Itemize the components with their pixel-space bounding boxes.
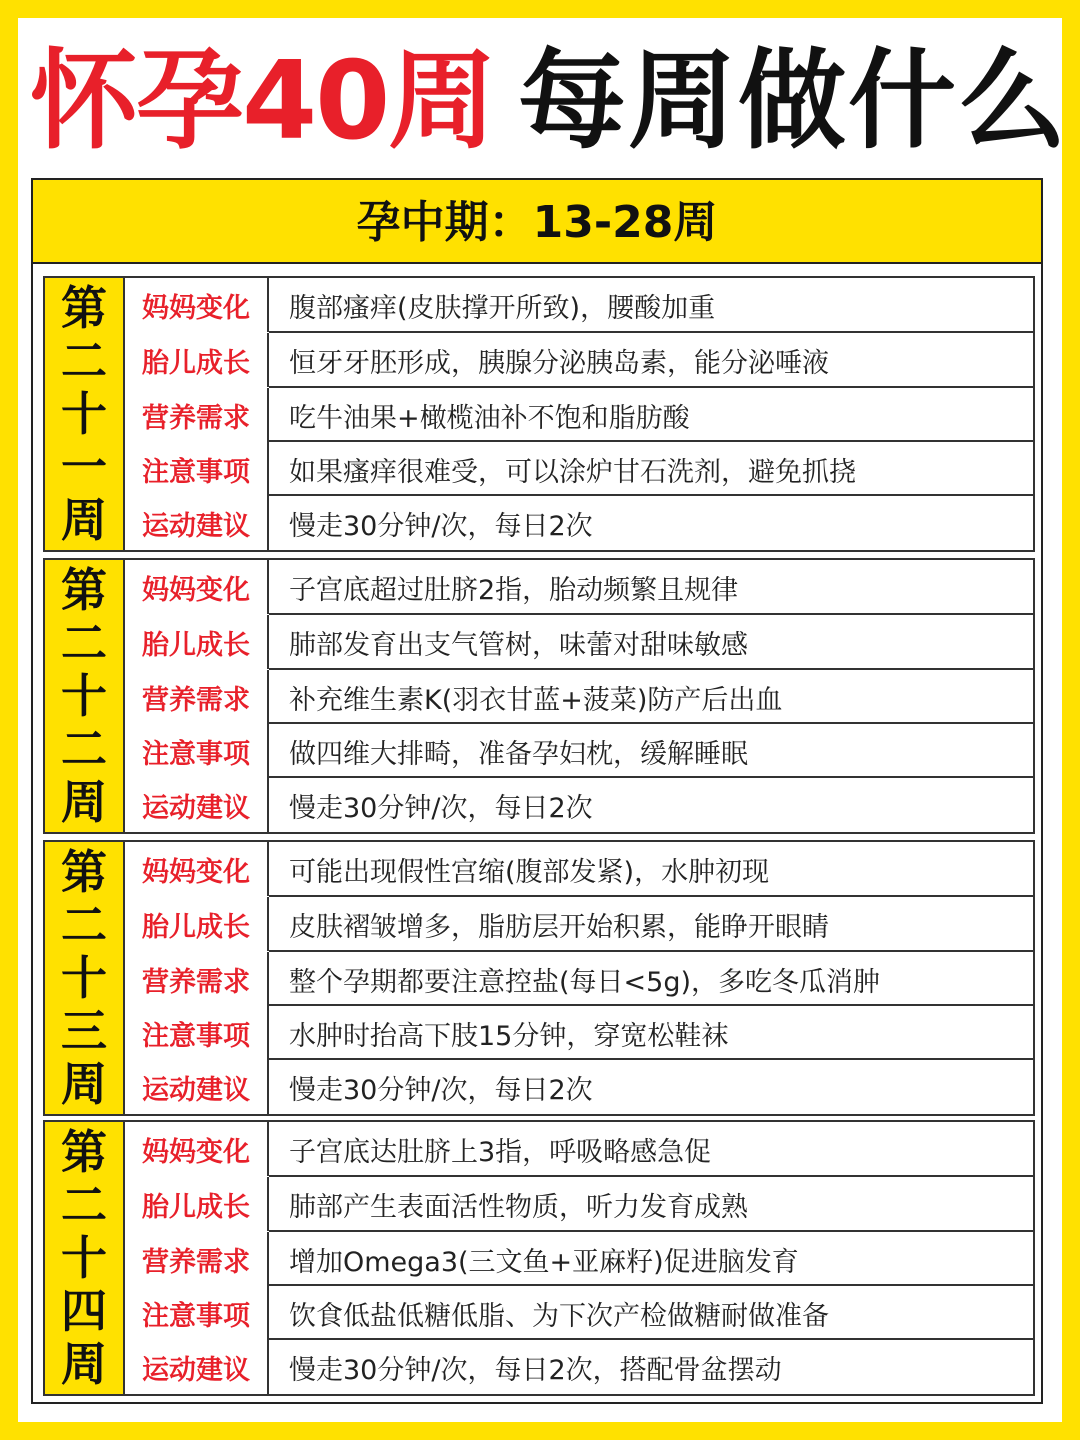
table-row [125, 333, 1033, 387]
week-label-char: 周 [61, 775, 107, 829]
row-category: 胎儿成长 [125, 897, 269, 951]
table-row [125, 496, 1033, 550]
week-label-char: 二 [61, 334, 107, 388]
week-block-24 [43, 1120, 1035, 1396]
week-label-char: 十 [61, 1231, 107, 1285]
table-row [125, 724, 1033, 778]
week-label-char: 第 [61, 845, 107, 899]
row-text: 补充维生素K(羽衣甘蓝+菠菜)防产后出血 [289, 684, 783, 716]
row-category: 运动建议 [125, 1340, 269, 1394]
table-row [125, 560, 1033, 614]
table-row [125, 1232, 1033, 1286]
table-row [125, 670, 1033, 724]
row-text: 子宫底超过肚脐2指，胎动频繁且规律 [289, 574, 739, 606]
row-category: 妈妈变化 [125, 560, 269, 614]
row-text: 可能出现假性宫缩(腹部发紧)，水肿初现 [289, 856, 770, 888]
week-label [45, 842, 125, 1114]
row-category: 运动建议 [125, 496, 269, 550]
week-label-char: 周 [61, 493, 107, 547]
table-row [125, 1122, 1033, 1176]
week-label-char: 十 [61, 951, 107, 1005]
table-row [125, 952, 1033, 1006]
row-text: 慢走30分钟/次，每日2次，搭配骨盆摆动 [289, 1354, 782, 1386]
row-category: 胎儿成长 [125, 333, 269, 387]
week-label-char: 二 [61, 616, 107, 670]
row-category: 注意事项 [125, 1286, 269, 1340]
table-row [125, 1286, 1033, 1340]
week-label-char: 三 [61, 1004, 107, 1058]
week-label-char: 周 [61, 1057, 107, 1111]
row-text: 肺部发育出支气管树，味蕾对甜味敏感 [289, 629, 748, 661]
row-category: 胎儿成长 [125, 615, 269, 669]
table-row [125, 278, 1033, 332]
week-label [45, 278, 125, 550]
row-category: 营养需求 [125, 388, 269, 442]
week-block-23 [43, 840, 1035, 1116]
week-block-22 [43, 558, 1035, 834]
row-text: 慢走30分钟/次，每日2次 [289, 1074, 593, 1106]
week-label [45, 1122, 125, 1394]
table-row [125, 1060, 1033, 1114]
row-text: 如果瘙痒很难受，可以涂炉甘石洗剂，避免抓挠 [289, 456, 856, 488]
week-block-21 [43, 276, 1035, 552]
week-label-char: 四 [61, 1284, 107, 1338]
row-text: 肺部产生表面活性物质，听力发育成熟 [289, 1191, 748, 1223]
row-category: 营养需求 [125, 952, 269, 1006]
row-category: 注意事项 [125, 1006, 269, 1060]
table-row [125, 615, 1033, 669]
page-title [0, 32, 1080, 172]
row-text: 增加Omega3(三文鱼+亚麻籽)促进脑发育 [289, 1246, 799, 1278]
row-category: 注意事项 [125, 442, 269, 496]
row-category: 营养需求 [125, 1232, 269, 1286]
week-label-char: 十 [61, 669, 107, 723]
row-category: 妈妈变化 [125, 842, 269, 896]
week-label-char: 第 [61, 563, 107, 617]
row-text: 慢走30分钟/次，每日2次 [289, 792, 593, 824]
schedule-panel [31, 178, 1043, 1404]
week-label-char: 二 [61, 898, 107, 952]
table-row [125, 897, 1033, 951]
row-category: 营养需求 [125, 670, 269, 724]
row-text: 恒牙牙胚形成，胰腺分泌胰岛素，能分泌唾液 [289, 347, 829, 379]
table-row [125, 842, 1033, 896]
week-label-char: 十 [61, 387, 107, 441]
row-text: 腹部瘙痒(皮肤撑开所致)，腰酸加重 [289, 292, 716, 324]
row-text: 水肿时抬高下肢15分钟，穿宽松鞋袜 [289, 1020, 729, 1052]
week-label-char: 周 [61, 1337, 107, 1391]
row-category: 胎儿成长 [125, 1177, 269, 1231]
table-row [125, 778, 1033, 832]
row-category: 妈妈变化 [125, 1122, 269, 1176]
row-category: 运动建议 [125, 1060, 269, 1114]
row-category: 注意事项 [125, 724, 269, 778]
table-row [125, 1340, 1033, 1394]
title-highlight: 怀孕40周 [30, 39, 495, 164]
row-category: 妈妈变化 [125, 278, 269, 332]
table-row [125, 388, 1033, 442]
table-row [125, 1177, 1033, 1231]
row-text: 饮食低盐低糖低脂、为下次产检做糖耐做准备 [289, 1300, 829, 1332]
week-label-char: 第 [61, 281, 107, 335]
row-text: 慢走30分钟/次，每日2次 [289, 510, 593, 542]
table-row [125, 1006, 1033, 1060]
period-header: 孕中期：13-28周 [33, 180, 1041, 264]
week-label [45, 560, 125, 832]
row-text: 吃牛油果+橄榄油补不饱和脂肪酸 [289, 402, 690, 434]
week-label-char: 一 [61, 440, 107, 494]
week-label-char: 二 [61, 1178, 107, 1232]
row-text: 皮肤褶皱增多，脂肪层开始积累，能睁开眼睛 [289, 911, 829, 943]
row-text: 整个孕期都要注意控盐(每日<5g)，多吃冬瓜消肿 [289, 966, 881, 998]
row-category: 运动建议 [125, 778, 269, 832]
row-text: 做四维大排畸，准备孕妇枕，缓解睡眠 [289, 738, 748, 770]
title-main: 每周做什么 [518, 39, 1069, 164]
table-row [125, 442, 1033, 496]
week-label-char: 二 [61, 722, 107, 776]
row-text: 子宫底达肚脐上3指，呼吸略感急促 [289, 1136, 712, 1168]
week-label-char: 第 [61, 1125, 107, 1179]
